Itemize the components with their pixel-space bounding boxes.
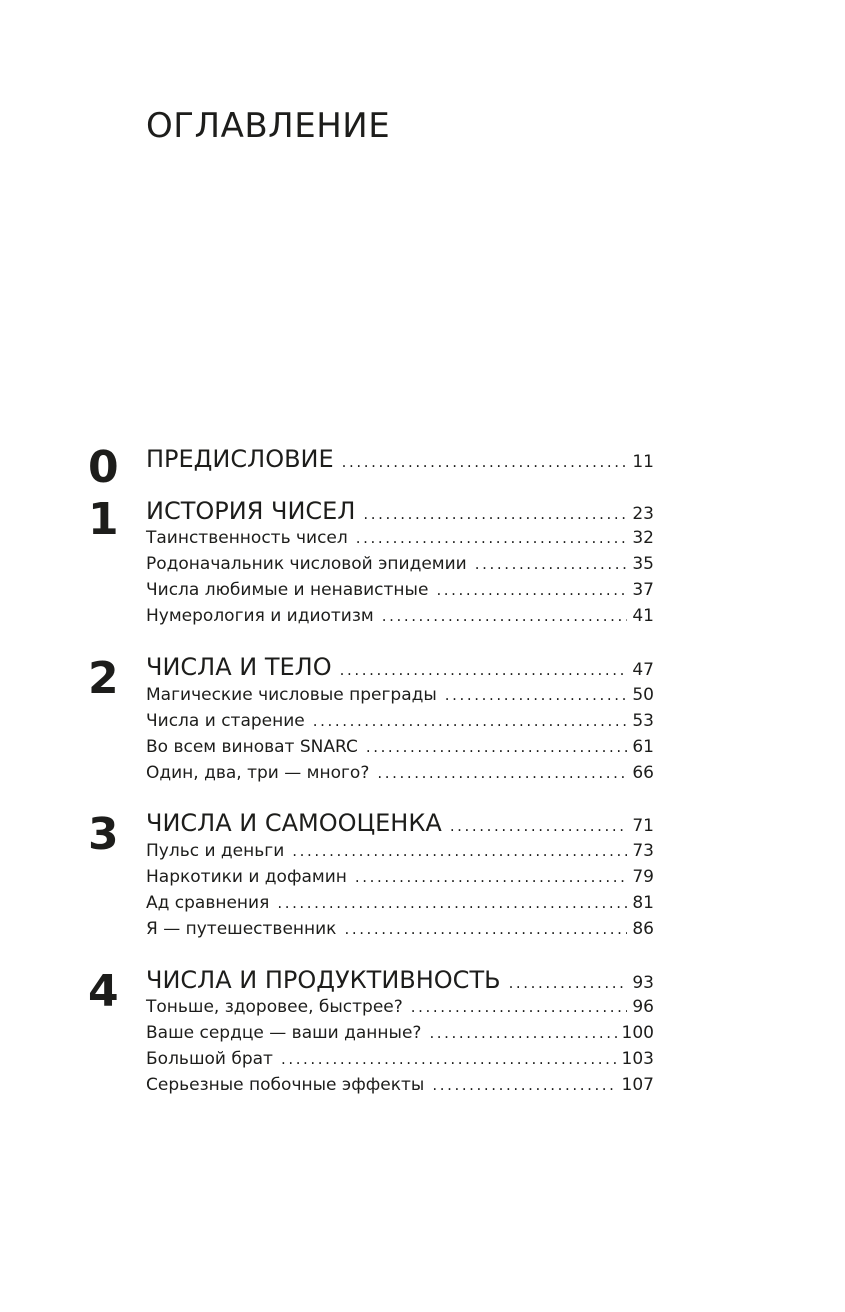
toc-entry-subsection[interactable] bbox=[146, 711, 654, 735]
dot-leader bbox=[509, 974, 628, 992]
toc-entry-chapter[interactable] bbox=[146, 497, 654, 529]
dot-leader bbox=[281, 1050, 617, 1068]
page-number: 86 bbox=[632, 919, 654, 939]
toc-entry-subsection[interactable] bbox=[146, 554, 654, 578]
subsection-title: Пульс и деньги bbox=[146, 841, 285, 861]
dot-leader bbox=[429, 1024, 616, 1042]
toc-entry-subsection[interactable] bbox=[146, 841, 654, 865]
dot-leader bbox=[366, 738, 628, 756]
page-number: 81 bbox=[632, 893, 654, 913]
toc-entry-subsection[interactable] bbox=[146, 997, 654, 1021]
dot-leader bbox=[313, 712, 628, 730]
dot-leader bbox=[342, 453, 628, 471]
toc-entry-subsection[interactable] bbox=[146, 528, 654, 552]
toc-entry-chapter[interactable] bbox=[146, 966, 654, 998]
subsection-title: Серьезные побочные эффекты bbox=[146, 1075, 425, 1095]
page-number: 53 bbox=[632, 711, 654, 731]
toc-entry-subsection[interactable] bbox=[146, 1023, 654, 1047]
subsection-title: Таинственность чисел bbox=[146, 528, 348, 548]
section-number: 2 bbox=[88, 653, 119, 704]
page-number: 32 bbox=[632, 528, 654, 548]
toc-entry-subsection[interactable] bbox=[146, 737, 654, 761]
dot-leader bbox=[382, 607, 628, 625]
chapter-title: ИСТОРИЯ ЧИСЕЛ bbox=[146, 497, 356, 525]
page-number: 41 bbox=[632, 606, 654, 626]
page-number: 66 bbox=[632, 763, 654, 783]
dot-leader bbox=[356, 529, 628, 547]
chapter-title: ПРЕДИСЛОВИЕ bbox=[146, 445, 334, 473]
subsection-title: Большой брат bbox=[146, 1049, 273, 1069]
page-number: 47 bbox=[632, 660, 654, 680]
toc-entry-subsection[interactable] bbox=[146, 1049, 654, 1073]
toc-entry-subsection[interactable] bbox=[146, 763, 654, 787]
dot-leader bbox=[277, 894, 627, 912]
subsection-title: Один, два, три — много? bbox=[146, 763, 370, 783]
toc-entry-subsection[interactable] bbox=[146, 685, 654, 709]
subsection-title: Нумерология и идиотизм bbox=[146, 606, 374, 626]
page-number: 73 bbox=[632, 841, 654, 861]
dot-leader bbox=[344, 920, 627, 938]
page-number: 61 bbox=[632, 737, 654, 757]
page-number: 11 bbox=[632, 452, 654, 472]
subsection-title: Числа любимые и ненавистные bbox=[146, 580, 429, 600]
subsection-title: Родоначальник числовой эпидемии bbox=[146, 554, 467, 574]
page-number: 96 bbox=[632, 997, 654, 1017]
section-number: 1 bbox=[88, 494, 119, 545]
page-title: ОГЛАВЛЕНИЕ bbox=[146, 106, 391, 146]
dot-leader bbox=[340, 661, 628, 679]
page-number: 79 bbox=[632, 867, 654, 887]
subsection-title: Магические числовые преграды bbox=[146, 685, 437, 705]
toc-entry-chapter[interactable] bbox=[146, 809, 654, 841]
page-number: 103 bbox=[621, 1049, 654, 1069]
subsection-title: Во всем виноват SNARC bbox=[146, 737, 358, 757]
page-number: 50 bbox=[632, 685, 654, 705]
toc-entry-subsection[interactable] bbox=[146, 867, 654, 891]
dot-leader bbox=[475, 555, 628, 573]
subsection-title: Ад сравнения bbox=[146, 893, 270, 913]
chapter-title: ЧИСЛА И САМООЦЕНКА bbox=[146, 809, 442, 837]
page-number: 71 bbox=[632, 816, 654, 836]
dot-leader bbox=[292, 842, 627, 860]
dot-leader bbox=[355, 868, 627, 886]
dot-leader bbox=[411, 998, 628, 1016]
section-number: 3 bbox=[88, 809, 119, 860]
subsection-title: Я — путешественник bbox=[146, 919, 337, 939]
dot-leader bbox=[445, 686, 628, 704]
subsection-title: Тоньше, здоровее, быстрее? bbox=[146, 997, 403, 1017]
subsection-title: Наркотики и дофамин bbox=[146, 867, 347, 887]
toc-entry-chapter[interactable] bbox=[146, 653, 654, 685]
page-number: 23 bbox=[632, 504, 654, 524]
page-number: 37 bbox=[632, 580, 654, 600]
dot-leader bbox=[450, 817, 628, 835]
toc-entry-subsection[interactable] bbox=[146, 580, 654, 604]
chapter-title: ЧИСЛА И ПРОДУКТИВНОСТЬ bbox=[146, 966, 501, 994]
dot-leader bbox=[363, 505, 627, 523]
section-number: 0 bbox=[88, 442, 119, 493]
chapter-title: ЧИСЛА И ТЕЛО bbox=[146, 653, 332, 681]
page-number: 93 bbox=[632, 973, 654, 993]
toc-entry-subsection[interactable] bbox=[146, 1075, 654, 1099]
page-number: 107 bbox=[621, 1075, 654, 1095]
dot-leader bbox=[436, 581, 627, 599]
subsection-title: Ваше сердце — ваши данные? bbox=[146, 1023, 422, 1043]
toc-entry-subsection[interactable] bbox=[146, 893, 654, 917]
page-number: 100 bbox=[621, 1023, 654, 1043]
toc-entry-subsection[interactable] bbox=[146, 606, 654, 630]
page-number: 35 bbox=[632, 554, 654, 574]
subsection-title: Числа и старение bbox=[146, 711, 305, 731]
dot-leader bbox=[377, 764, 627, 782]
dot-leader bbox=[432, 1076, 616, 1094]
toc-entry-subsection[interactable] bbox=[146, 919, 654, 943]
toc-entry-chapter[interactable] bbox=[146, 445, 654, 477]
section-number: 4 bbox=[88, 966, 119, 1017]
